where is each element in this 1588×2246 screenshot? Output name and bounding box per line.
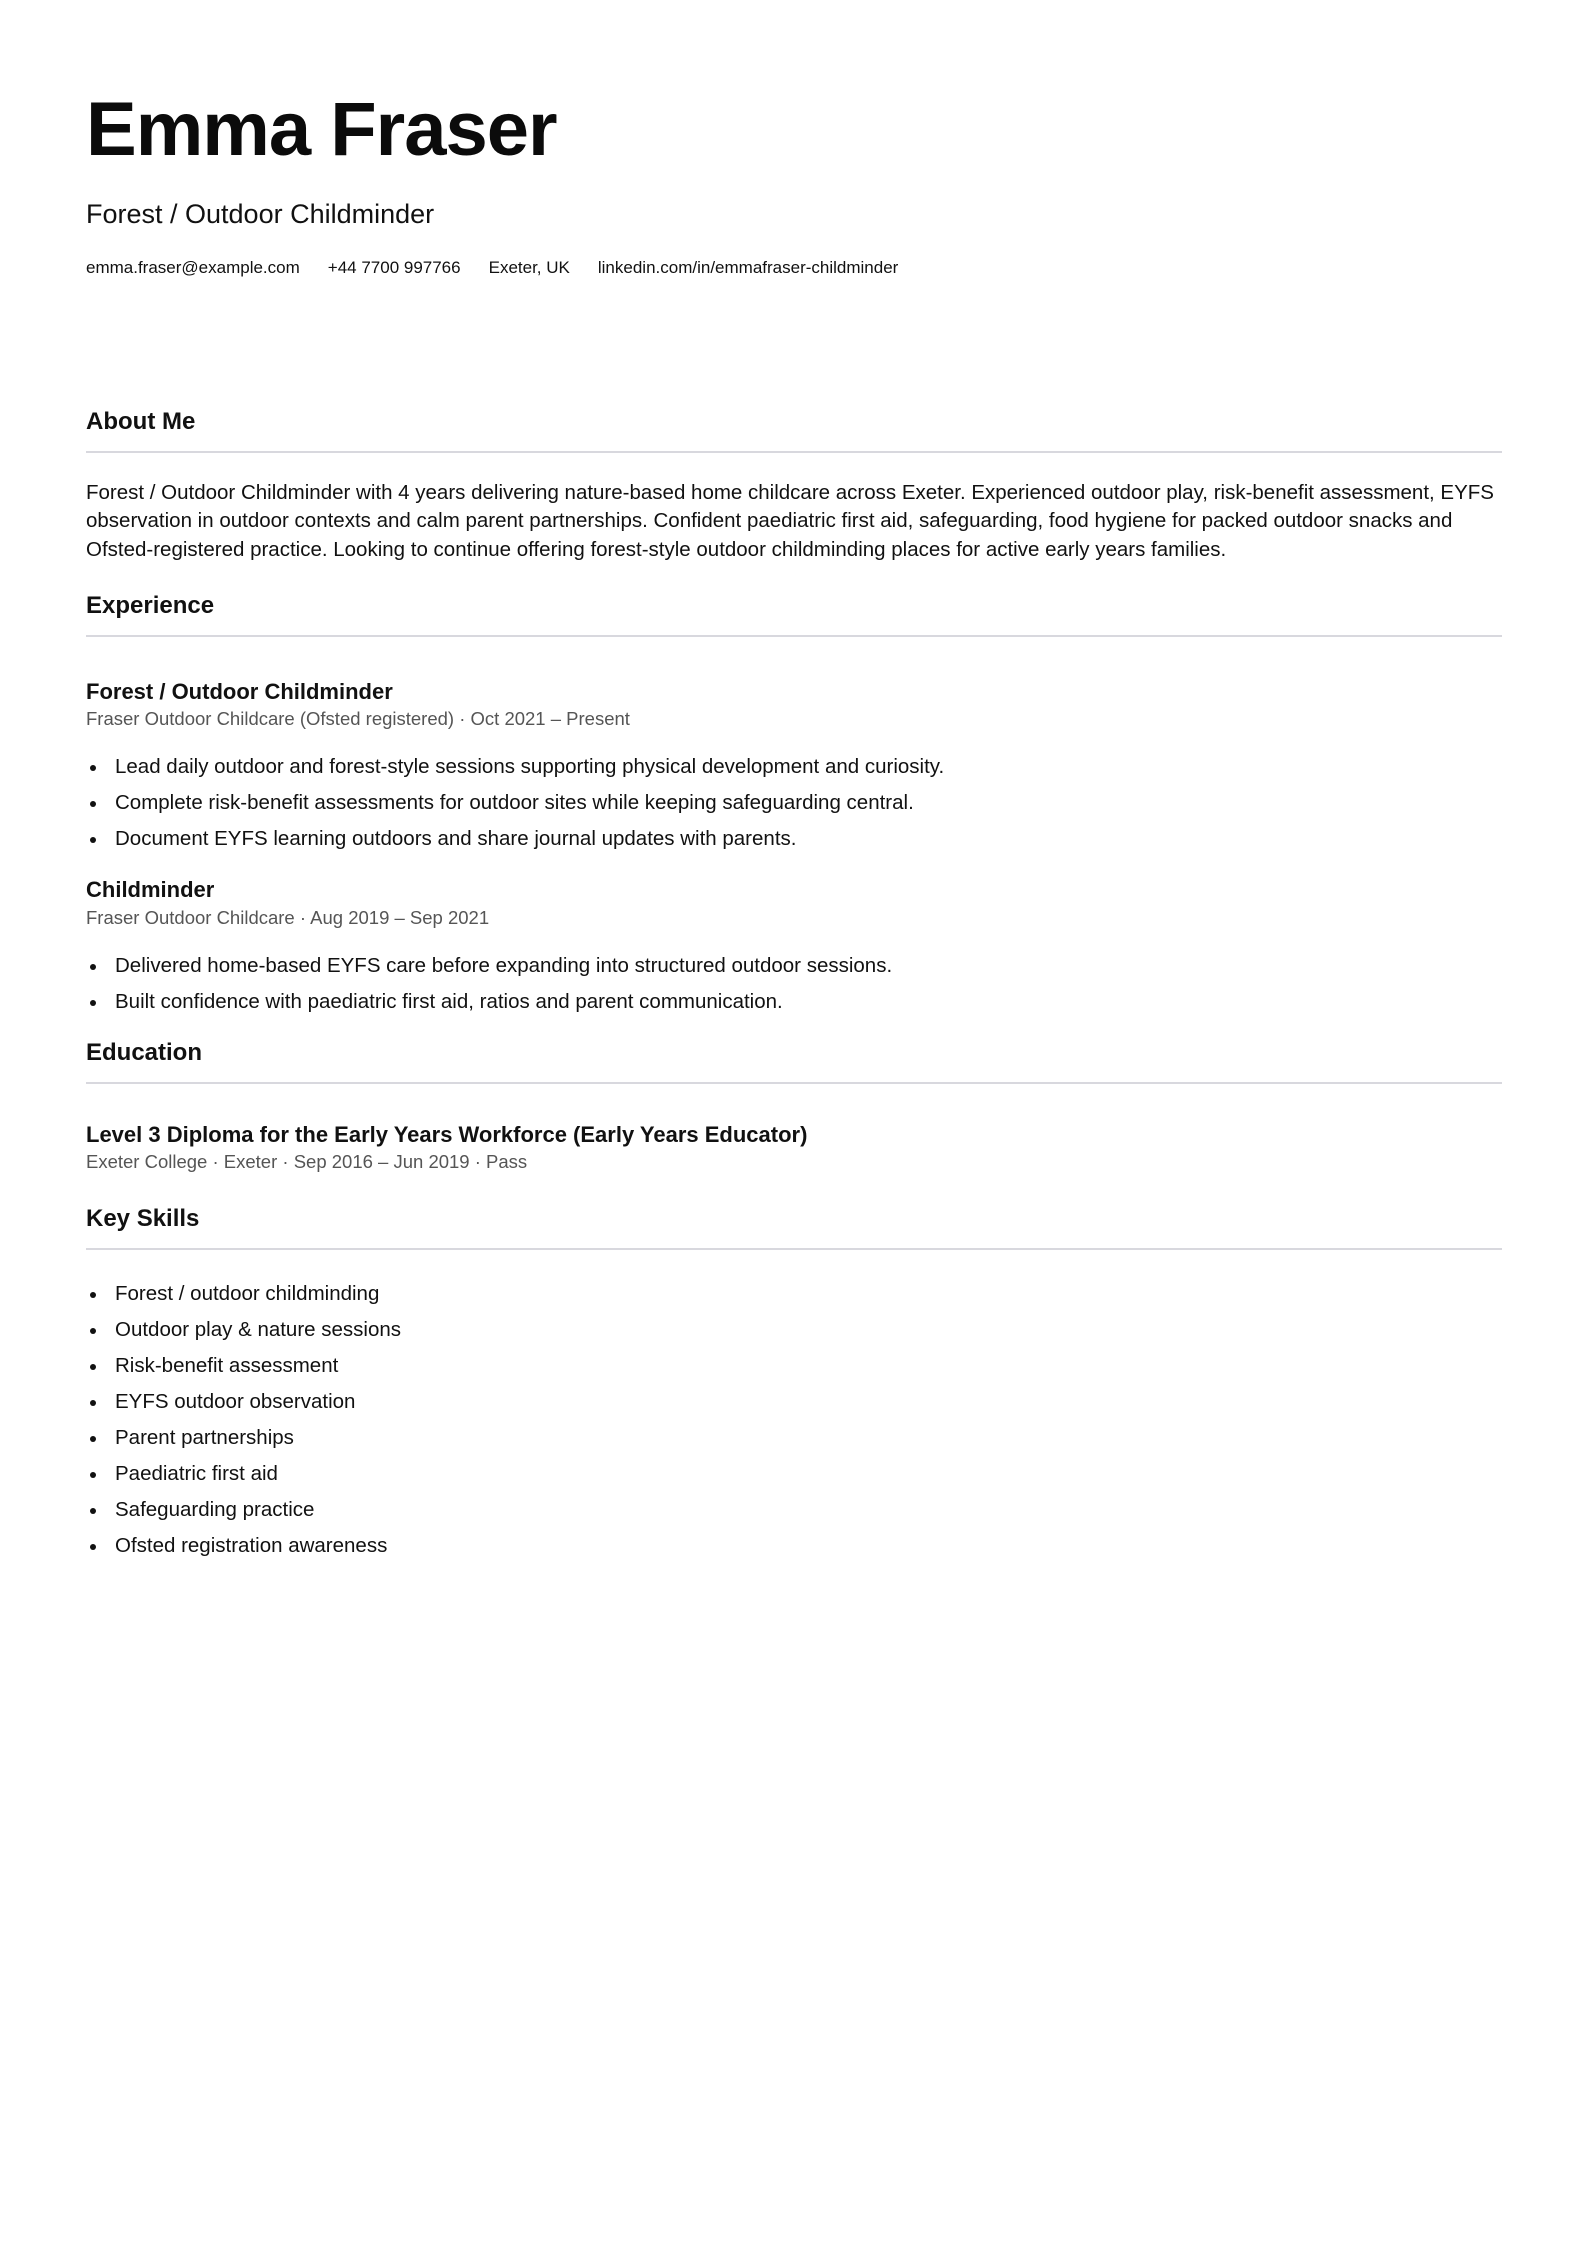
job-title: Forest / Outdoor Childminder <box>86 678 393 704</box>
education-entry <box>86 1122 1502 1174</box>
job-entry <box>86 877 1502 1019</box>
job-bullet: Delivered home-based EYFS care before expanding into structured outdoor sessions. <box>86 948 1502 984</box>
skill-item: Ofsted registration awareness <box>86 1528 1502 1564</box>
job-meta: Fraser Outdoor Childcare (Ofsted registered) · Oct 2021 – Present <box>86 708 630 730</box>
contact-phone[interactable]: +44 7700 997766 <box>327 258 461 277</box>
skill-item: Outdoor play & nature sessions <box>86 1312 1502 1348</box>
skills-section <box>86 1205 1502 1564</box>
about-text: Forest / Outdoor Childminder with 4 years delivering nature-based home childcare across Exeter. Experienced outdoor play, risk-benefit assessment, EYFS observation in outdoor contexts and calm parent partnerships. Confident paediatric first aid, safeguarding, food hygiene for packed outdoor snacks and Ofsted-registered practice. Looking to continue offering forest-style outdoor childminding places for active early years families. <box>86 480 1494 561</box>
education-title: Level 3 Diploma for the Early Years Workforce (Early Years Educator) <box>86 1121 808 1147</box>
job-bullets <box>86 948 1502 1020</box>
job-meta: Fraser Outdoor Childcare · Aug 2019 – Sep 2021 <box>86 906 490 928</box>
contact-linkedin[interactable]: linkedin.com/in/emmafraser-childminder <box>597 258 899 277</box>
job-bullets <box>86 749 1502 857</box>
skills-section-title: Key Skills <box>86 1205 1502 1250</box>
skill-item: Forest / outdoor childminding <box>86 1276 1502 1312</box>
candidate-name: Emma Fraser <box>86 87 557 172</box>
job-bullet: Document EYFS learning outdoors and share journal updates with parents. <box>86 821 1502 857</box>
experience-section <box>86 592 1502 1020</box>
experience-section-title: Experience <box>86 592 1502 637</box>
candidate-headline: Forest / Outdoor Childminder <box>86 199 435 229</box>
skill-item: Safeguarding practice <box>86 1492 1502 1528</box>
contact-email[interactable]: emma.fraser@example.com <box>86 258 300 277</box>
job-entry <box>86 679 1502 857</box>
skills-list <box>86 1276 1502 1564</box>
job-bullet: Complete risk-benefit assessments for outdoor sites while keeping safeguarding central. <box>86 785 1502 821</box>
education-meta: Exeter College · Exeter · Sep 2016 – Jun 2019 · Pass <box>86 1151 528 1173</box>
job-title: Childminder <box>86 877 215 903</box>
skill-item: Paediatric first aid <box>86 1456 1502 1492</box>
skill-item: Parent partnerships <box>86 1420 1502 1456</box>
contact-bar <box>86 258 898 278</box>
about-section-title: About Me <box>86 408 1502 453</box>
skill-item: EYFS outdoor observation <box>86 1384 1502 1420</box>
education-section-title: Education <box>86 1039 1502 1084</box>
education-section <box>86 1039 1502 1174</box>
contact-location: Exeter, UK <box>488 258 570 277</box>
about-section <box>86 408 1502 564</box>
job-bullet: Built confidence with paediatric first aid, ratios and parent communication. <box>86 984 1502 1020</box>
skill-item: Risk-benefit assessment <box>86 1348 1502 1384</box>
job-bullet: Lead daily outdoor and forest-style sessions supporting physical development and curiosity. <box>86 749 1502 785</box>
